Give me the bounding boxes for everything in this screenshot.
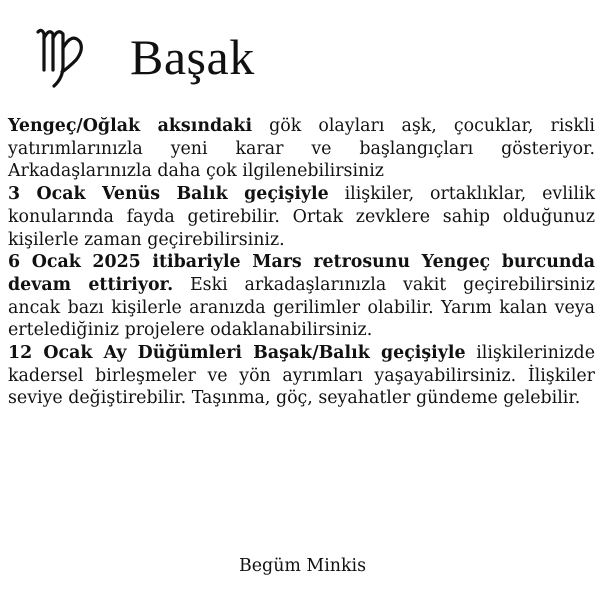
paragraph-text: ilişkiler, ortaklıklar, evlilik konularında fayda getirebilir. Ortak zevklere sahip olduğunuz kişilerle zaman geçirebilirsiniz. xyxy=(8,184,596,250)
paragraph-text: gök olayları aşk, çocuklar, riskli yatırımlarınızla yeni karar ve başlangıçları gösteriyor. Arkadaşlarınızla daha çok ilgilenebilirsiniz xyxy=(8,116,595,182)
horoscope-body xyxy=(8,115,595,410)
paragraph-text: ilişkilerinizde kadersel birleşmeler ve yön ayrımları yaşayabilirsiniz. İlişkiler seviye değiştirebilir. Taşınma, göç, seyahatler gündeme gelebilir. xyxy=(8,343,595,409)
paragraph-venus xyxy=(8,115,595,251)
header xyxy=(34,16,255,96)
page-title: Başak xyxy=(130,29,255,85)
virgo-zodiac-icon xyxy=(34,20,104,92)
bold-phrase: 6 Ocak 2025 itibariyle Mars retrosunu Yengeç burcunda devam ettiriyor. xyxy=(8,252,595,295)
paragraph-nodes xyxy=(8,342,595,410)
paragraph-text: Eski arkadaşlarınızla vakit geçirebilirsiniz ancak bazı kişilerle aranızda gerilimler olabilir. Yarım kalan veya ertelediğiniz projelere odaklanabilirsiniz. xyxy=(8,274,595,341)
bold-phrase: 3 Ocak Venüs Balık geçişiyle xyxy=(8,184,329,205)
author-signature: Begüm Minkis xyxy=(238,556,367,576)
paragraph-mars xyxy=(8,251,595,342)
bold-phrase: Yengeç/Oğlak aksındaki xyxy=(8,116,253,136)
bold-phrase: 12 Ocak Ay Düğümleri Başak/Balık geçişiyle xyxy=(8,343,466,364)
